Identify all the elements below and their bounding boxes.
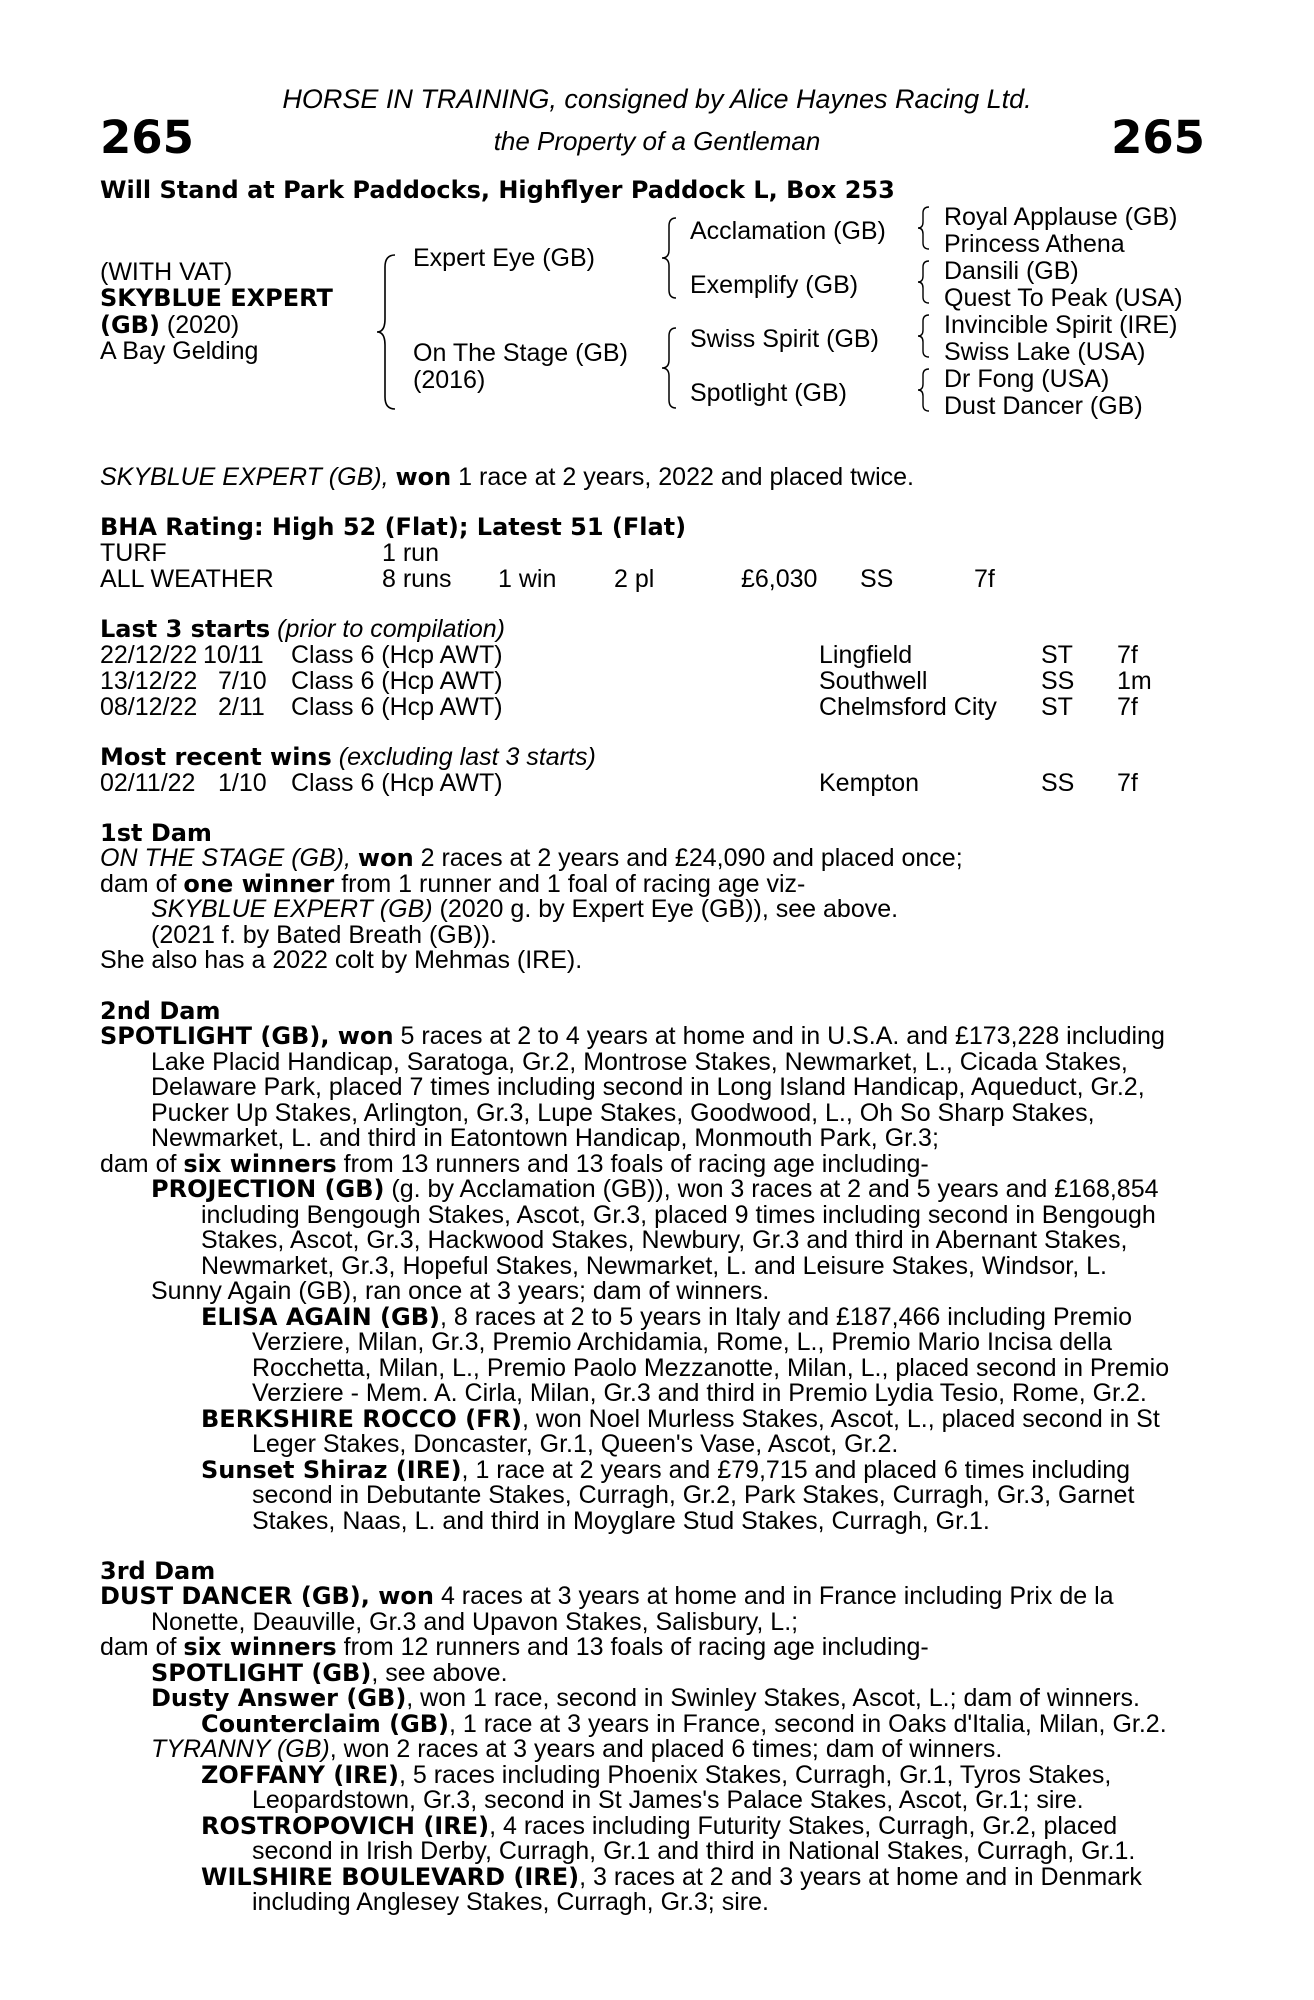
start-course: Chelmsford City	[819, 693, 997, 721]
horse-country: (GB)	[100, 311, 160, 339]
property-line: the Property of a Gentleman	[493, 126, 821, 156]
pedigree-ggs-7: Dr Fong (USA)	[944, 365, 1110, 393]
dam1-line-2: dam of one winner from 1 runner and 1 foal of racing age viz-	[100, 870, 806, 898]
projection-entry: PROJECTION (GB) (g. by Acclamation (GB)), won 3 races at 2 and 5 years and £168,854	[151, 1175, 1159, 1203]
summary-horse-name: SKYBLUE EXPERT (GB),	[100, 463, 389, 491]
pedigree-brace-gs1	[916, 205, 932, 251]
pedigree-ggs-5: Invincible Spirit (IRE)	[944, 311, 1178, 339]
dam3-first-line: DUST DANCER (GB), won 4 races at 3 years at home and in France including Prix de la	[100, 1582, 1114, 1610]
dam3-line: Nonette, Deauville, Gr.3 and Upavon Stakes, Salisbury, L.;	[151, 1608, 799, 1636]
pedigree-brace-dam	[660, 326, 680, 410]
projection-line: including Bengough Stakes, Ascot, Gr.3, placed 9 times including second in Bengough	[201, 1201, 1156, 1229]
rostropovich-line: second in Irish Derby, Curragh, Gr.1 and third in National Stakes, Curragh, Gr.1.	[252, 1837, 1136, 1865]
berkshire-rocco-entry: BERKSHIRE ROCCO (FR), won Noel Murless Stakes, Ascot, L., placed second in St	[201, 1405, 1160, 1433]
sunset-shiraz-entry: Sunset Shiraz (IRE), 1 race at 2 years and £79,715 and placed 6 times including	[201, 1456, 1131, 1484]
stand-location: Will Stand at Park Paddocks, Highflyer Paddock L, Box 253	[100, 176, 895, 204]
start-course: Southwell	[819, 667, 928, 695]
rating-surface: TURF	[100, 539, 167, 567]
pedigree-brace-gs4	[916, 367, 932, 413]
elisa-again-entry: ELISA AGAIN (GB), 8 races at 2 to 5 years in Italy and £187,466 including Premio	[201, 1303, 1133, 1331]
horse-name: SKYBLUE EXPERT	[100, 284, 333, 312]
start-class: Class 6 (Hcp AWT)	[291, 667, 503, 695]
elisa-line: Verziere - Mem. A. Cirla, Milan, Gr.3 and third in Premio Lydia Tesio, Rome, Gr.2.	[252, 1379, 1147, 1407]
rating-runs: 8 runs	[382, 565, 452, 593]
race-summary	[100, 465, 914, 491]
dam1-line-5: She also has a 2022 colt by Mehmas (IRE).	[100, 946, 583, 974]
pedigree-ggs-8: Dust Dancer (GB)	[944, 392, 1143, 420]
pedigree-ggs-3: Dansili (GB)	[944, 257, 1079, 285]
sunny-again-entry: Sunny Again (GB), ran once at 3 years; dam of winners.	[151, 1277, 770, 1305]
rostropovich-entry: ROSTROPOVICH (IRE), 4 races including Futurity Stakes, Curragh, Gr.2, placed	[201, 1812, 1118, 1840]
summary-text: 1 race at 2 years, 2022 and placed twice.	[451, 463, 914, 491]
start-course: Lingfield	[819, 641, 913, 669]
rating-distance: 7f	[974, 565, 995, 593]
pedigree-ggs-4: Quest To Peak (USA)	[944, 284, 1183, 312]
last-3-starts-heading: Last 3 starts (prior to compilation)	[100, 615, 506, 643]
start-position: 10/11	[203, 641, 264, 669]
zoffany-line: Leopardstown, Gr.3, second in St James's Palace Stakes, Ascot, Gr.1; sire.	[252, 1786, 1084, 1814]
win-distance: 7f	[1117, 769, 1138, 797]
pedigree-brace-gs3	[916, 313, 932, 359]
bha-rating-heading: BHA Rating: High 52 (Flat); Latest 51 (Flat)	[100, 513, 687, 541]
start-distance: 7f	[1117, 641, 1138, 669]
elisa-line: Verziere, Milan, Gr.3, Premio Archidamia, Rome, L., Premio Mario Incisa della	[252, 1328, 1113, 1356]
rating-surface: ALL WEATHER	[100, 565, 274, 593]
pedigree-gs2: Exemplify (GB)	[690, 271, 859, 299]
lot-number-left: 265	[100, 111, 194, 164]
pedigree-dam: On The Stage (GB)	[413, 339, 628, 367]
projection-line: Stakes, Ascot, Gr.3, Hackwood Stakes, Newbury, Gr.3 and third in Abernant Stakes,	[201, 1226, 1128, 1254]
dam1-line-4: (2021 f. by Bated Breath (GB)).	[151, 921, 497, 949]
start-position: 2/11	[218, 693, 265, 721]
dam1-heading: 1st Dam	[100, 819, 212, 847]
summary-won: won	[395, 463, 452, 491]
rating-going: SS	[860, 565, 894, 593]
wilshire-line: including Anglesey Stakes, Curragh, Gr.3; sire.	[252, 1888, 769, 1916]
consignor-line: HORSE IN TRAINING, consigned by Alice Haynes Racing Ltd.	[282, 84, 1032, 114]
vat-note: (WITH VAT)	[100, 258, 233, 286]
start-going: SS	[1041, 667, 1075, 695]
horse-description: A Bay Gelding	[100, 337, 259, 365]
zoffany-entry: ZOFFANY (IRE), 5 races including Phoenix Stakes, Curragh, Gr.1, Tyros Stakes,	[201, 1761, 1112, 1789]
rating-places: 2 pl	[614, 565, 655, 593]
counterclaim-entry: Counterclaim (GB), 1 race at 3 years in France, second in Oaks d'Italia, Milan, Gr.2.	[201, 1710, 1167, 1738]
pedigree-gs3: Swiss Spirit (GB)	[690, 325, 879, 353]
horse-origin-year	[100, 313, 239, 339]
pedigree-ggs-1: Royal Applause (GB)	[944, 203, 1178, 231]
projection-line: Newmarket, Gr.3, Hopeful Stakes, Newmarket, L. and Leisure Stakes, Windsor, L.	[201, 1252, 1107, 1280]
dam1-line-1: ON THE STAGE (GB), won 2 races at 2 years and £24,090 and placed once;	[100, 844, 963, 872]
start-date: 08/12/22	[100, 693, 198, 721]
wilshire-boulevard-entry: WILSHIRE BOULEVARD (IRE), 3 races at 2 and 3 years at home and in Denmark	[201, 1863, 1142, 1891]
pedigree-dam-year: (2016)	[413, 366, 486, 394]
start-date: 13/12/22	[100, 667, 198, 695]
start-date: 22/12/22	[100, 641, 198, 669]
dam2-heading: 2nd Dam	[100, 997, 221, 1025]
pedigree-ggs-6: Swiss Lake (USA)	[944, 338, 1146, 366]
pedigree-brace-gs2	[916, 259, 932, 305]
rating-runs: 1 run	[382, 539, 439, 567]
start-going: ST	[1041, 641, 1073, 669]
elisa-line: Rocchetta, Milan, L., Premio Paolo Mezzanotte, Milan, L., placed second in Premio	[252, 1354, 1170, 1382]
dusty-answer-entry: Dusty Answer (GB), won 1 race, second in Swinley Stakes, Ascot, L.; dam of winners.	[151, 1684, 1140, 1712]
berkshire-line: Leger Stakes, Doncaster, Gr.1, Queen's Vase, Ascot, Gr.2.	[252, 1430, 899, 1458]
win-course: Kempton	[819, 769, 920, 797]
pedigree-gs1: Acclamation (GB)	[690, 217, 886, 245]
rating-earnings: £6,030	[741, 565, 818, 593]
dam2-line: Newmarket, L. and third in Eatontown Handicap, Monmouth Park, Gr.3;	[151, 1124, 939, 1152]
dam2-first-line: SPOTLIGHT (GB), won 5 races at 2 to 4 years at home and in U.S.A. and £173,228 including	[100, 1022, 1165, 1050]
tyranny-entry: TYRANNY (GB), won 2 races at 3 years and placed 6 times; dam of winners.	[151, 1735, 1003, 1763]
rating-wins: 1 win	[498, 565, 557, 593]
win-position: 1/10	[218, 769, 267, 797]
dam2-damof: dam of six winners from 13 runners and 13 foals of racing age including-	[100, 1150, 929, 1178]
lot-number-right: 265	[1111, 111, 1205, 164]
horse-year: (2020)	[159, 311, 240, 339]
pedigree-brace-main	[375, 253, 399, 411]
pedigree-sire: Expert Eye (GB)	[413, 244, 595, 272]
sunset-line: Stakes, Naas, L. and third in Moyglare Stud Stakes, Curragh, Gr.1.	[252, 1507, 990, 1535]
dam2-line: Pucker Up Stakes, Arlington, Gr.3, Lupe Stakes, Goodwood, L., Oh So Sharp Stakes,	[151, 1099, 1095, 1127]
dam3-heading: 3rd Dam	[100, 1557, 216, 1585]
start-position: 7/10	[218, 667, 267, 695]
win-class: Class 6 (Hcp AWT)	[291, 769, 503, 797]
pedigree-brace-sire	[660, 216, 680, 300]
dam2-line: Lake Placid Handicap, Saratoga, Gr.2, Montrose Stakes, Newmarket, L., Cicada Stakes,	[151, 1048, 1128, 1076]
win-date: 02/11/22	[100, 769, 196, 797]
start-distance: 1m	[1117, 667, 1152, 695]
spotlight-entry: SPOTLIGHT (GB), see above.	[151, 1659, 508, 1687]
start-going: ST	[1041, 693, 1073, 721]
recent-wins-heading: Most recent wins (excluding last 3 starts)	[100, 743, 596, 771]
sunset-line: second in Debutante Stakes, Curragh, Gr.2, Park Stakes, Curragh, Gr.3, Garnet	[252, 1481, 1135, 1509]
start-class: Class 6 (Hcp AWT)	[291, 693, 503, 721]
dam1-line-3: SKYBLUE EXPERT (GB) (2020 g. by Expert Eye (GB)), see above.	[151, 895, 899, 923]
win-going: SS	[1041, 769, 1075, 797]
start-class: Class 6 (Hcp AWT)	[291, 641, 503, 669]
pedigree-gs4: Spotlight (GB)	[690, 379, 848, 407]
pedigree-ggs-2: Princess Athena	[944, 230, 1125, 258]
dam2-line: Delaware Park, placed 7 times including second in Long Island Handicap, Aqueduct, Gr.2,	[151, 1073, 1145, 1101]
start-distance: 7f	[1117, 693, 1138, 721]
dam3-damof: dam of six winners from 12 runners and 13 foals of racing age including-	[100, 1633, 929, 1661]
